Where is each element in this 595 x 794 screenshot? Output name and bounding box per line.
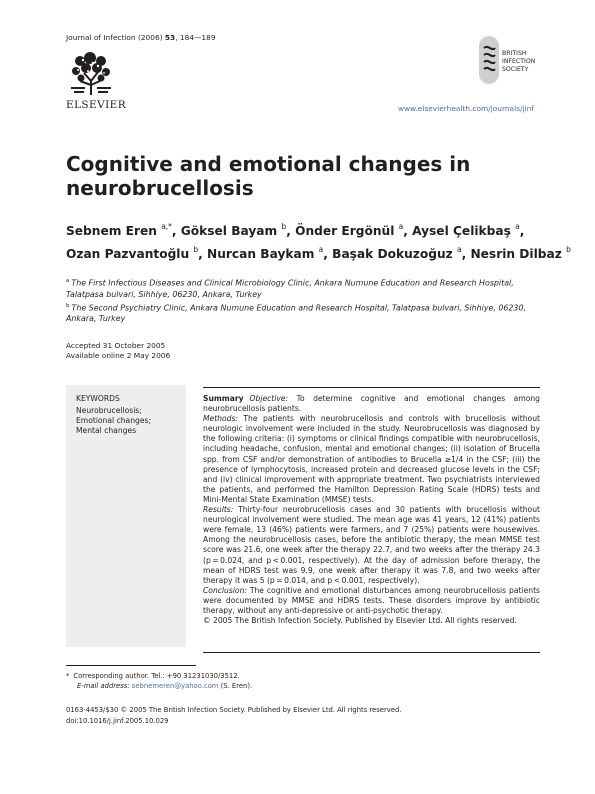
author-name: Nesrin Dilbaz [470, 247, 562, 262]
issn-copyright-line: 0163-4453/$30 © 2005 The British Infection Society. Published by Elsevier Ltd. All rights reserved. [66, 706, 402, 714]
author-list [66, 218, 571, 264]
author-affiliation-mark: b [281, 222, 287, 231]
journal-reference [66, 33, 216, 42]
author-name: Ozan Pazvantoğlu [66, 247, 190, 262]
footnote-rule [66, 665, 196, 666]
author-name: Sebnem Eren [66, 224, 157, 239]
accepted-date: Accepted 31 October 2005 [66, 341, 166, 350]
abstract-bottom-rule [203, 652, 540, 653]
email-link[interactable]: sebnemeren@yahoo.com [131, 682, 219, 690]
abstract-section [203, 414, 540, 505]
author-separator: , [323, 247, 333, 262]
society-name-line2: INFECTION [502, 58, 536, 65]
corresponding-text: Corresponding author. Tel.: +90 31231030/3512. [73, 672, 240, 680]
author-affiliation-mark: b [193, 245, 199, 255]
author-separator: , [519, 224, 525, 239]
abstract-section-label: Conclusion: [203, 585, 247, 595]
email-suffix: (S. Eren). [220, 682, 253, 690]
abstract-section-label: Results: [203, 505, 234, 515]
corresponding-row [66, 671, 546, 681]
affiliation-mark: a [66, 278, 70, 284]
society-name-line3: SOCIETY [502, 66, 529, 73]
author-affiliation-mark: a [398, 222, 404, 231]
abstract-top-rule [203, 387, 540, 388]
keyword-item: Emotional changes; [76, 416, 152, 425]
copyright-block [66, 705, 401, 727]
journal-url-link[interactable]: www.elsevierhealth.com/journals/jinf [398, 104, 534, 113]
email-label: E-mail address: [77, 682, 130, 690]
society-name [502, 50, 535, 74]
affiliation-mark: b [66, 302, 70, 309]
abstract-summary-label: Summary [203, 394, 244, 403]
elsevier-logo [66, 51, 126, 113]
email-row [66, 681, 546, 691]
abstract-copyright: © 2005 The British Infection Society. Published by Elsevier Ltd. All rights reserved. [203, 616, 517, 626]
abstract-section [203, 394, 540, 414]
affiliation-text: The Second Psychiatry Clinic, Ankara Numune Education and Research Hospital, Talatpasa bulvari, Sihhiye, 06230, Ankara, Turkey [66, 303, 526, 324]
abstract-section-label: Methods: [203, 414, 238, 424]
abstract-section-text: The cognitive and emotional disturbances among neurobrucellosis patients were documented by MMSE and HDRS tests. These disorders improve by antibiotic therapy, without any anti-depressive or anti-psychotic therapy. [203, 585, 540, 615]
elsevier-wordmark: ELSEVIER [66, 99, 126, 111]
british-infection-society-logo [478, 36, 558, 84]
society-emblem-icon [478, 36, 500, 84]
author-affiliation-mark: a [318, 245, 324, 255]
author-affiliation-mark: a [515, 222, 520, 231]
abstract-section-label: Objective: [249, 394, 289, 403]
author-name: Göksel Bayam [180, 224, 278, 239]
doi-line: doi:10.1016/j.jinf.2005.10.029 [66, 717, 169, 725]
author-line-2 [66, 241, 571, 264]
journal-ref-volume: 53 [164, 33, 176, 42]
author-line-1 [66, 218, 556, 241]
affiliation [66, 276, 546, 300]
abstract-section [203, 505, 540, 586]
journal-ref-name: Journal of Infection (2006) [66, 33, 163, 42]
abstract-section [203, 586, 540, 616]
author-name: Önder Ergönül [295, 224, 395, 239]
author-separator: , [171, 224, 181, 239]
article-dates [66, 341, 170, 361]
author-name: Nurcan Baykam [207, 247, 315, 262]
footnote-star: * [66, 672, 70, 680]
keywords-box [66, 385, 186, 647]
society-name-line1: BRITISH [502, 50, 527, 57]
elsevier-tree-icon [68, 51, 114, 97]
author-name: Aysel Çelikbaş [412, 224, 511, 239]
affiliations [66, 276, 546, 325]
abstract-section-text: The patients with neurobrucellosis and controls with brucellosis without neurologic involvement were included in the study. Neurobrucellosis was diagnosed by the following criteria: (i) symptoms or clinical findings compatible with neurobrucellosis, including headache, confusion, mental and emotional changes; (ii) isolation of Brucella spp. from CSF and/or demonstration of antibodies to Brucella ≥1/4 in the CSF; (iii) the presence of lymphocytosis, increased protein and decreased glucose levels in the CSF; and (iv) clinical improvement with appropriate treatment. Two psychiatrists interviewed the patients, and performed the Hamilton Depression Rating Scale (HDRS) tests and Mini-Mental State Examination (MMSE) tests. [203, 414, 540, 504]
journal-ref-comma: , [175, 33, 178, 42]
author-separator: , [461, 247, 471, 262]
affiliation-text: The First Infectious Diseases and Clinical Microbiology Clinic, Ankara Numune Education and Research Hospital, Talatpasa bulvari, Sihhiye, 06230, Ankara, Turkey [66, 278, 514, 299]
author-affiliation-mark: b [566, 245, 571, 255]
author-affiliation-mark: a,* [161, 222, 172, 231]
author-separator: , [198, 247, 208, 262]
article-title: Cognitive and emotional changes in neurobrucellosis [66, 152, 471, 200]
keyword-item: Mental changes [76, 426, 137, 435]
keywords-list [76, 406, 176, 436]
corresponding-author-footnote [66, 671, 546, 691]
author-name: Başak Dokuzoğuz [332, 247, 453, 262]
keywords-heading: KEYWORDS [76, 394, 120, 403]
author-affiliation-mark: a [456, 245, 462, 255]
affiliation [66, 301, 546, 325]
keyword-item: Neurobrucellosis; [76, 406, 142, 415]
author-separator: , [286, 224, 296, 239]
journal-ref-pages: 184—189 [179, 33, 216, 42]
abstract-section-text: Thirty-four neurobrucellosis cases and 30 patients with brucellosis without neurological involvement were studied. The mean age was 41 years, 12 (41%) patients were female, 13 (46%) patients were farmers, and 7 (25%) patients were housewives. Among the neurobrucellosis cases, before the antibiotic therapy, the mean MMSE test score was 21.6, one week after the therapy 22.7, and two weeks after the therapy 24.3 (p = 0.024, and p < 0.001, respectively). At the day of admission before therapy, the mean of HDRS test was 9.9, one week after therapy it was 7.8, and two weeks after therapy it was 5 (p = 0.014, and p < 0.001, respectively). [203, 505, 540, 585]
abstract [203, 394, 540, 626]
author-separator: , [403, 224, 413, 239]
abstract-section-text: To determine cognitive and emotional changes among neurobrucellosis patients. [203, 394, 540, 414]
available-online-date: Available online 2 May 2006 [66, 351, 171, 360]
